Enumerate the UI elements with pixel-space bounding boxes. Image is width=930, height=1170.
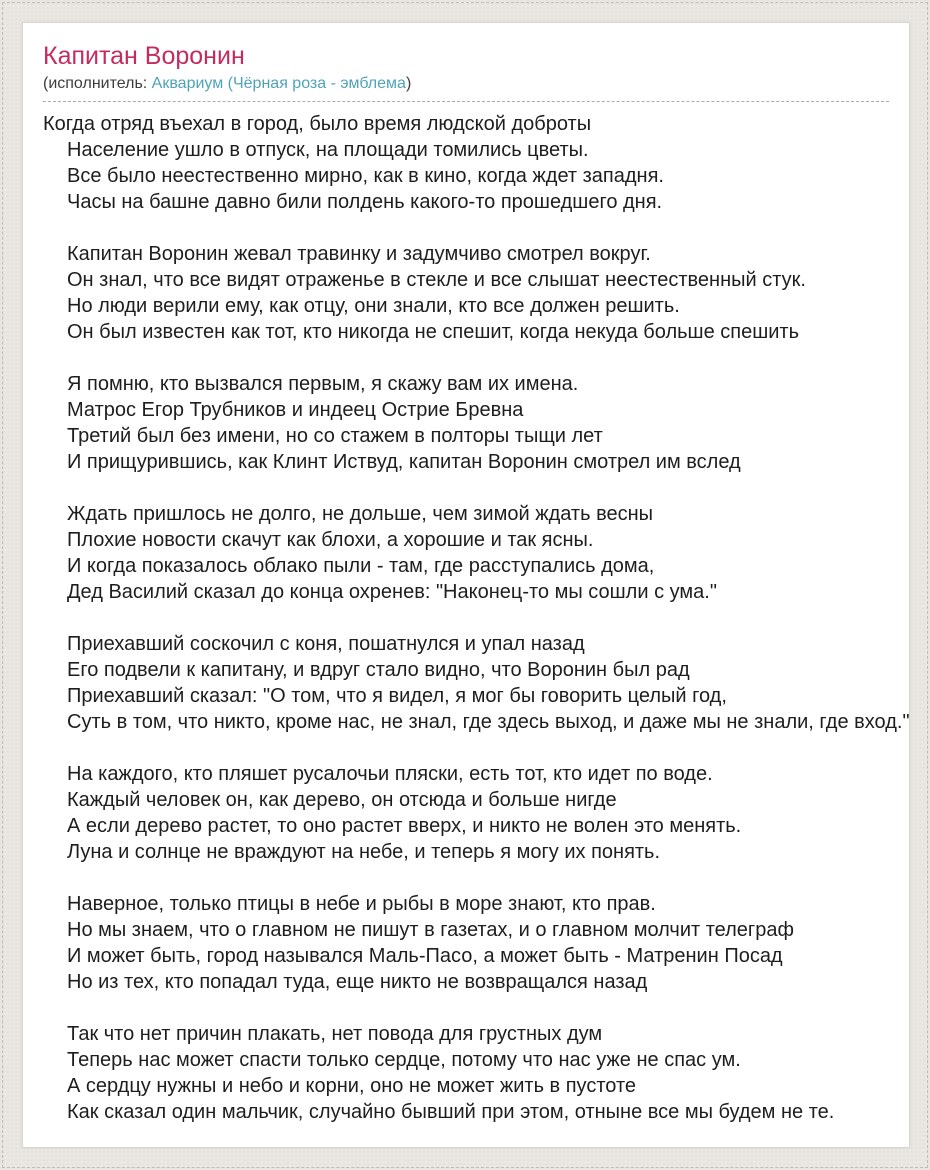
lyric-line: Третий был без имени, но со стажем в полторы тыщи лет — [67, 425, 603, 447]
content-card — [22, 22, 910, 1148]
artist-suffix: ) — [405, 75, 412, 92]
lyric-line: Все было неестественно мирно, как в кино, когда ждет западня. — [67, 165, 664, 187]
lyric-line: И прищурившись, как Клинт Иствуд, капитан Воронин смотрел им вслед — [67, 451, 741, 473]
lyric-line: И может быть, город назывался Маль-Пасо, а может быть - Матренин Посад — [67, 945, 783, 967]
lyric-line: Ждать пришлось не долго, не дольше, чем зимой ждать весны — [67, 503, 654, 525]
lyric-line: Когда отряд въехал в город, было время людской доброты — [43, 113, 592, 135]
lyric-line: Теперь нас может спасти только сердце, потому что нас уже не спас ум. — [67, 1049, 741, 1071]
lyric-line: Он был известен как тот, кто никогда не спешит, когда некуда больше спешить — [67, 321, 800, 343]
lyric-stanza — [43, 891, 889, 995]
lyric-line: А если дерево растет, то оно растет вверх, и никто не волен это менять. — [67, 815, 742, 837]
lyric-line: Но из тех, кто попадал туда, еще никто не возвращался назад — [67, 971, 648, 993]
lyric-line: И когда показалось облако пыли - там, где расступались дома, — [67, 555, 655, 577]
page-title: Капитан Воронин — [43, 42, 245, 70]
lyric-line: Но мы знаем, что о главном не пишут в газетах, и о главном молчит телеграф — [67, 919, 794, 941]
lyric-line: Приехавший сказал: "О том, что я видел, я мог бы говорить целый год, — [67, 685, 727, 707]
lyric-line: Луна и солнце не враждуют на небе, и теперь я могу их понять. — [67, 841, 661, 863]
lyrics — [43, 111, 910, 1125]
lyric-line: Суть в том, что никто, кроме нас, не знал, где здесь выход, и даже мы не знали, где вход." — [67, 711, 910, 733]
lyric-line: Но люди верили ему, как отцу, они знали, кто все должен решить. — [67, 295, 680, 317]
lyric-line: Я помню, кто вызвался первым, я скажу вам их имена. — [67, 373, 579, 395]
lyric-stanza — [43, 111, 889, 215]
lyric-line: Плохие новости скачут как блохи, а хорошие и так ясны. — [67, 529, 594, 551]
lyric-line: Его подвели к капитану, и вдруг стало видно, что Воронин был рад — [67, 659, 690, 681]
lyric-stanza — [43, 501, 889, 605]
lyric-line: Так что нет причин плакать, нет повода для грустных дум — [67, 1023, 603, 1045]
lyric-line: Как сказал один мальчик, случайно бывший при этом, отныне все мы будем не те. — [67, 1101, 835, 1123]
artist-prefix: (исполнитель: — [43, 75, 152, 92]
lyric-line: Население ушло в отпуск, на площади томились цветы. — [67, 139, 589, 161]
lyric-stanza — [43, 761, 889, 865]
lyric-line: А сердцу нужны и небо и корни, оно не может жить в пустоте — [67, 1075, 637, 1097]
song-header — [43, 41, 889, 102]
artist-line — [43, 73, 889, 94]
lyric-line: Матрос Егор Трубников и индеец Острие Бревна — [67, 399, 524, 421]
lyric-line: Каждый человек он, как дерево, он отсюда и больше нигде — [67, 789, 617, 811]
lyric-line: Наверное, только птицы в небе и рыбы в море знают, кто прав. — [67, 893, 656, 915]
lyric-line: Часы на башне давно били полдень какого-то прошедшего дня. — [67, 191, 663, 213]
lyric-line: Капитан Воронин жевал травинку и задумчиво смотрел вокруг. — [67, 243, 651, 265]
lyric-line: Дед Василий сказал до конца охренев: "Наконец-то мы сошли с ума." — [67, 581, 717, 603]
lyric-line: На каждого, кто пляшет русалочьи пляски, есть тот, кто идет по воде. — [67, 763, 713, 785]
lyric-stanza — [43, 631, 910, 735]
lyric-stanza — [43, 241, 889, 345]
lyric-line: Приехавший соскочил с коня, пошатнулся и упал назад — [67, 633, 585, 655]
artist-link[interactable]: Аквариум (Чёрная роза - эмблема — [151, 75, 406, 92]
lyric-line: Он знал, что все видят отраженье в стекле и все слышат неестественный стук. — [67, 269, 806, 291]
lyric-stanza — [43, 1021, 889, 1125]
lyric-stanza — [43, 371, 889, 475]
